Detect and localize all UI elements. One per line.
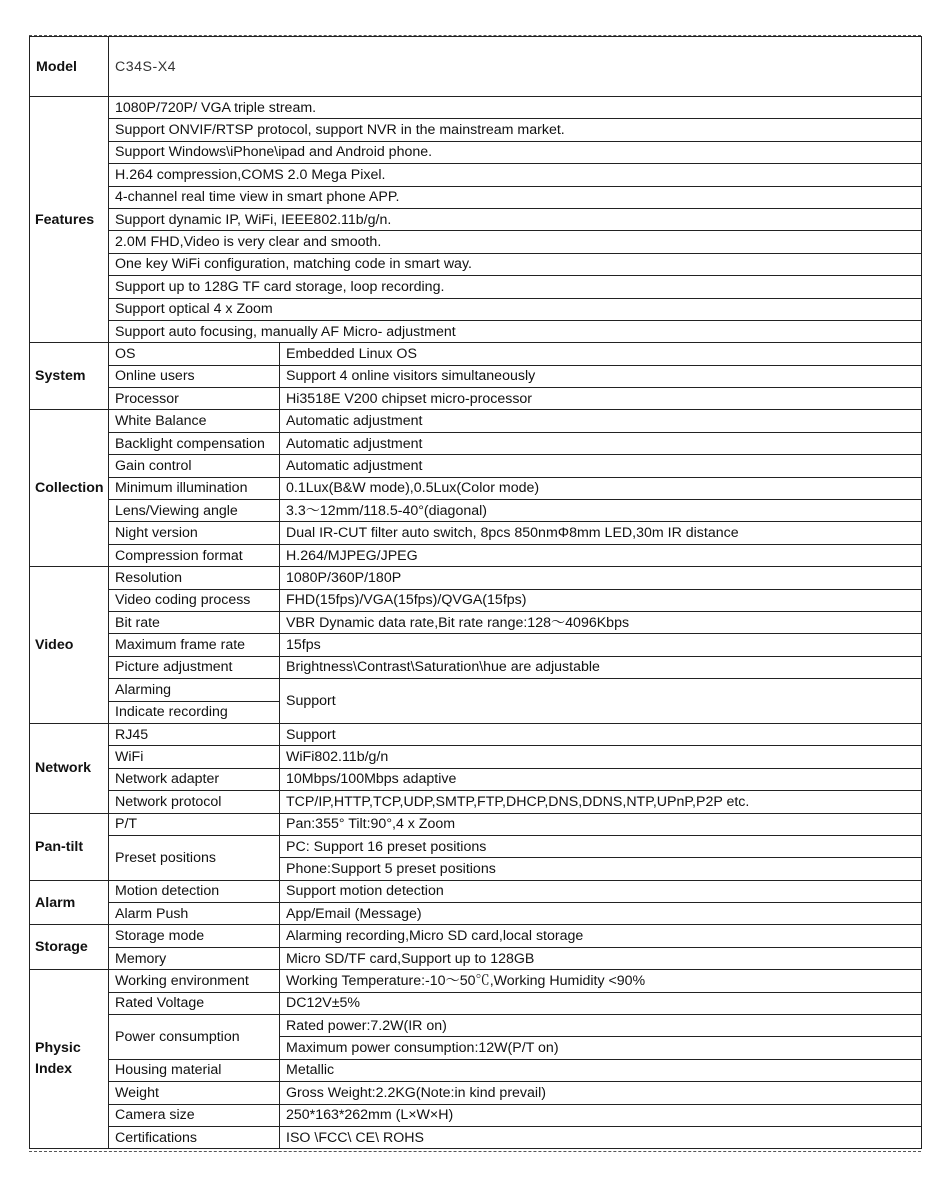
feature-item: Support up to 128G TF card storage, loop recording. (109, 276, 922, 298)
video-row (30, 567, 922, 589)
spec-value: Alarming recording,Micro SD card,local storage (280, 925, 922, 947)
network-row (30, 746, 922, 768)
category-collection: Collection (30, 410, 109, 567)
system-row (30, 388, 922, 410)
physic-row (30, 1082, 922, 1104)
physic-row (30, 970, 922, 992)
feature-row (30, 276, 922, 298)
spec-value: VBR Dynamic data rate,Bit rate range:128～4096Kbps (280, 611, 922, 633)
system-row (30, 365, 922, 387)
feature-item: H.264 compression,COMS 2.0 Mega Pixel. (109, 164, 922, 186)
spec-key: RJ45 (109, 723, 280, 745)
spec-value: 3.3～12mm/118.5-40°(diagonal) (280, 500, 922, 522)
spec-key: Lens/Viewing angle (109, 500, 280, 522)
spec-key: Bit rate (109, 611, 280, 633)
spec-value: Pan:355° Tilt:90°,4 x Zoom (280, 813, 922, 835)
spec-value: Support (280, 679, 922, 724)
collection-row (30, 544, 922, 566)
spec-key: Compression format (109, 544, 280, 566)
feature-item: Support ONVIF/RTSP protocol, support NVR in the mainstream market. (109, 119, 922, 141)
spec-value: H.264/MJPEG/JPEG (280, 544, 922, 566)
spec-value: WiFi802.11b/g/n (280, 746, 922, 768)
spec-value: Gross Weight:2.2KG(Note:in kind prevail) (280, 1082, 922, 1104)
spec-value: Automatic adjustment (280, 455, 922, 477)
physic-row (30, 1059, 922, 1081)
spec-value: PC: Support 16 preset positions (280, 835, 922, 857)
spec-value: 0.1Lux(B&W mode),0.5Lux(Color mode) (280, 477, 922, 499)
spec-key: Gain control (109, 455, 280, 477)
video-row (30, 611, 922, 633)
category-network: Network (30, 723, 109, 813)
bottom-border (29, 1151, 921, 1152)
category-features: Features (30, 97, 109, 343)
spec-key: Weight (109, 1082, 280, 1104)
category-alarm: Alarm (30, 880, 109, 925)
spec-value: TCP/IP,HTTP,TCP,UDP,SMTP,FTP,DHCP,DNS,DDNS,NTP,UPnP,P2P etc. (280, 791, 922, 813)
spec-value: Embedded Linux OS (280, 343, 922, 365)
feature-item: Support optical 4 x Zoom (109, 298, 922, 320)
alarm-row (30, 903, 922, 925)
spec-key: Storage mode (109, 925, 280, 947)
feature-row (30, 97, 922, 119)
physic-row (30, 992, 922, 1014)
collection-row (30, 477, 922, 499)
feature-item: 2.0M FHD,Video is very clear and smooth. (109, 231, 922, 253)
spec-value: Metallic (280, 1059, 922, 1081)
video-row (30, 634, 922, 656)
spec-key: Power consumption (109, 1015, 280, 1060)
feature-row (30, 164, 922, 186)
feature-item: One key WiFi configuration, matching code in smart way. (109, 253, 922, 275)
feature-row (30, 208, 922, 230)
model-row (30, 37, 922, 97)
spec-key: Working environment (109, 970, 280, 992)
spec-key: Backlight compensation (109, 432, 280, 454)
collection-row (30, 432, 922, 454)
category-video: Video (30, 567, 109, 724)
collection-row (30, 410, 922, 432)
system-row (30, 343, 922, 365)
video-row (30, 656, 922, 678)
pantilt-row (30, 835, 922, 857)
category-system: System (30, 343, 109, 410)
category-pantilt: Pan-tilt (30, 813, 109, 880)
spec-key: Memory (109, 947, 280, 969)
spec-value: App/Email (Message) (280, 903, 922, 925)
spec-key: Picture adjustment (109, 656, 280, 678)
feature-row (30, 119, 922, 141)
feature-item: Support Windows\iPhone\ipad and Android phone. (109, 141, 922, 163)
spec-value: Phone:Support 5 preset positions (280, 858, 922, 880)
physic-row (30, 1126, 922, 1148)
feature-item: 4-channel real time view in smart phone APP. (109, 186, 922, 208)
spec-key: Certifications (109, 1126, 280, 1148)
network-row (30, 768, 922, 790)
spec-key: Night version (109, 522, 280, 544)
feature-row (30, 253, 922, 275)
spec-value: Hi3518E V200 chipset micro-processor (280, 388, 922, 410)
spec-key: Alarming (109, 679, 280, 701)
spec-value: 1080P/360P/180P (280, 567, 922, 589)
spec-table (29, 36, 922, 1149)
spec-key: P/T (109, 813, 280, 835)
spec-key: Preset positions (109, 835, 280, 880)
spec-value: Automatic adjustment (280, 432, 922, 454)
model-value: C34S-X4 (109, 37, 922, 97)
spec-value: Brightness\Contrast\Saturation\hue are adjustable (280, 656, 922, 678)
spec-key: Housing material (109, 1059, 280, 1081)
feature-row (30, 186, 922, 208)
spec-key: Alarm Push (109, 903, 280, 925)
spec-key: Camera size (109, 1104, 280, 1126)
spec-value: Micro SD/TF card,Support up to 128GB (280, 947, 922, 969)
spec-value: Dual IR-CUT filter auto switch, 8pcs 850nmΦ8mm LED,30m IR distance (280, 522, 922, 544)
spec-value: FHD(15fps)/VGA(15fps)/QVGA(15fps) (280, 589, 922, 611)
storage-row (30, 947, 922, 969)
spec-key: White Balance (109, 410, 280, 432)
feature-item: Support auto focusing, manually AF Micro- adjustment (109, 320, 922, 342)
spec-key: Rated Voltage (109, 992, 280, 1014)
spec-key: Video coding process (109, 589, 280, 611)
alarm-row (30, 880, 922, 902)
spec-value: 10Mbps/100Mbps adaptive (280, 768, 922, 790)
spec-value: Working Temperature:-10～50℃,Working Humidity <90% (280, 970, 922, 992)
collection-row (30, 522, 922, 544)
spec-value: Support (280, 723, 922, 745)
spec-key: Indicate recording (109, 701, 280, 723)
video-row (30, 679, 922, 701)
spec-value: 15fps (280, 634, 922, 656)
category-physic-index: Physic Index (30, 970, 109, 1149)
spec-value: Support 4 online visitors simultaneously (280, 365, 922, 387)
physic-row (30, 1104, 922, 1126)
spec-key: WiFi (109, 746, 280, 768)
spec-key: Online users (109, 365, 280, 387)
feature-row (30, 231, 922, 253)
spec-value: 250*163*262mm (L×W×H) (280, 1104, 922, 1126)
spec-value: Automatic adjustment (280, 410, 922, 432)
spec-key: Maximum frame rate (109, 634, 280, 656)
feature-item: Support dynamic IP, WiFi, IEEE802.11b/g/n. (109, 208, 922, 230)
model-label: Model (30, 37, 109, 97)
physic-row (30, 1015, 922, 1037)
storage-row (30, 925, 922, 947)
feature-item: 1080P/720P/ VGA triple stream. (109, 97, 922, 119)
spec-key: Minimum illumination (109, 477, 280, 499)
pantilt-row (30, 813, 922, 835)
collection-row (30, 500, 922, 522)
spec-key: Network protocol (109, 791, 280, 813)
network-row (30, 723, 922, 745)
feature-row (30, 298, 922, 320)
spec-value: Rated power:7.2W(IR on) (280, 1015, 922, 1037)
spec-key: Motion detection (109, 880, 280, 902)
feature-row (30, 320, 922, 342)
spec-value: Support motion detection (280, 880, 922, 902)
video-row (30, 589, 922, 611)
spec-value: Maximum power consumption:12W(P/T on) (280, 1037, 922, 1059)
category-storage: Storage (30, 925, 109, 970)
spec-value: DC12V±5% (280, 992, 922, 1014)
collection-row (30, 455, 922, 477)
feature-row (30, 141, 922, 163)
network-row (30, 791, 922, 813)
spec-key: Processor (109, 388, 280, 410)
spec-value: ISO \FCC\ CE\ ROHS (280, 1126, 922, 1148)
spec-key: OS (109, 343, 280, 365)
spec-key: Network adapter (109, 768, 280, 790)
spec-key: Resolution (109, 567, 280, 589)
